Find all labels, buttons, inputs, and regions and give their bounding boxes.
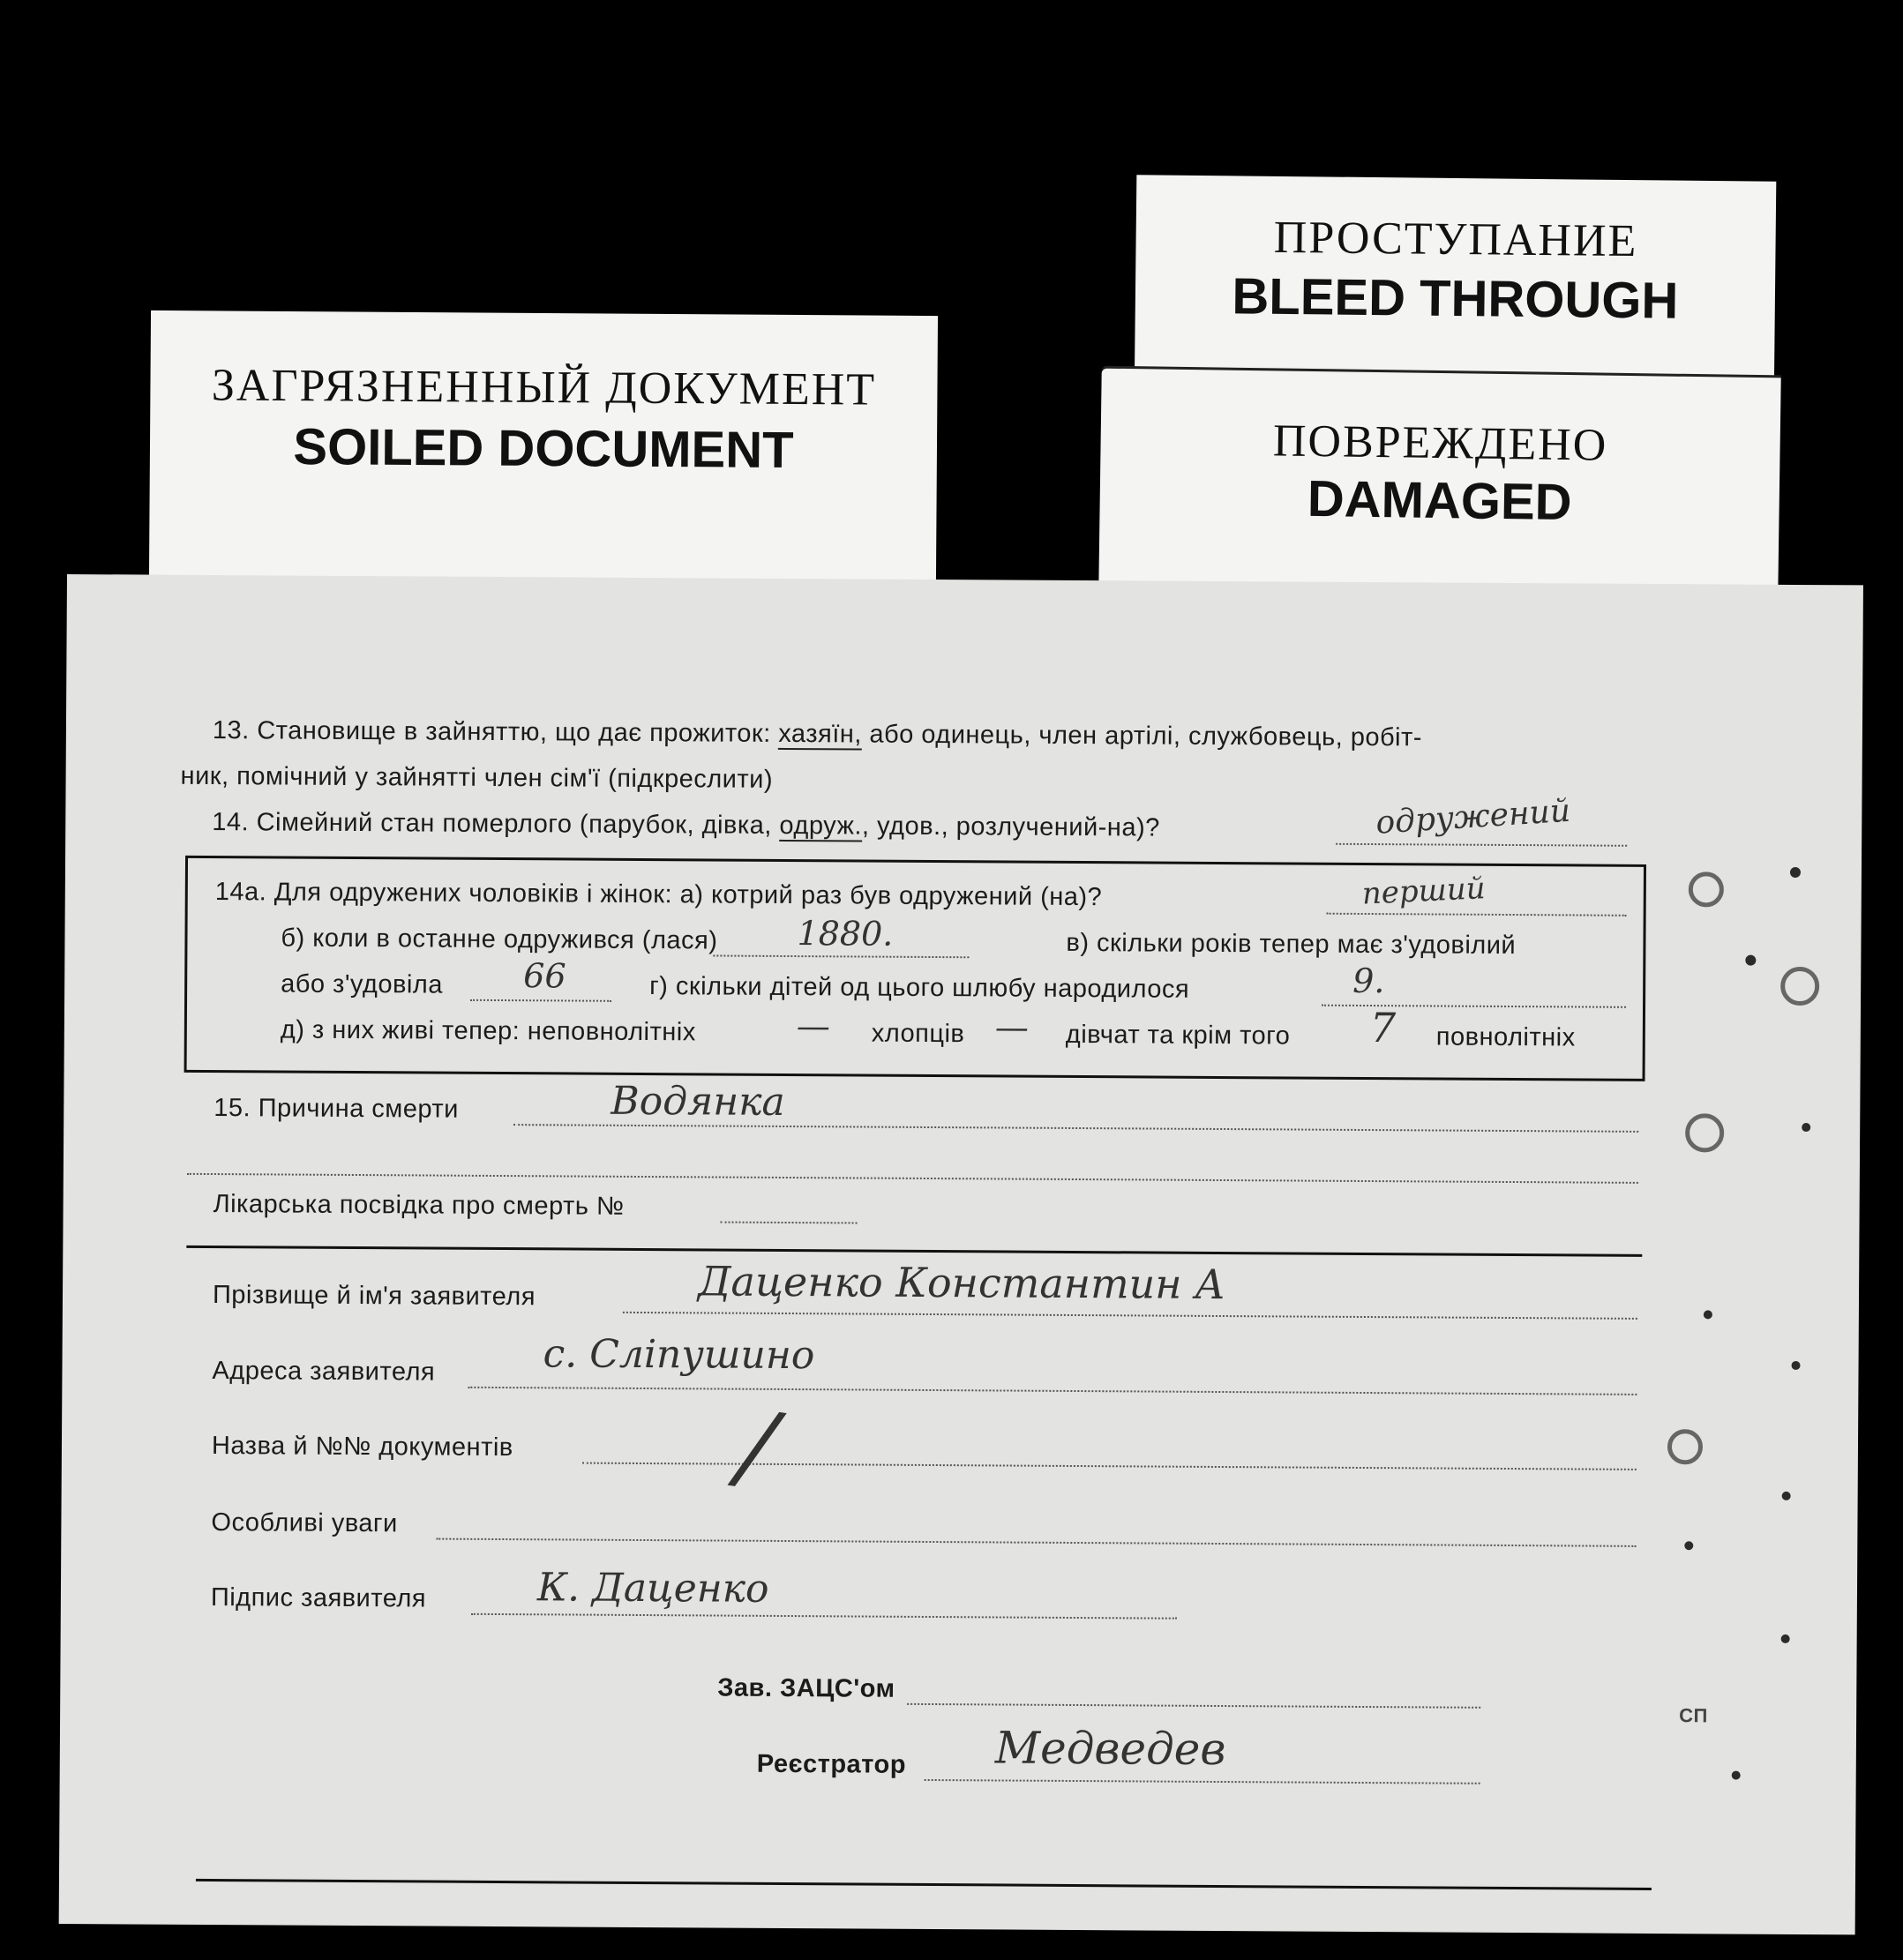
q14-label	[212, 808, 1160, 843]
q14a-line3-b: г) скільки дітей од цього шлюбу народилося	[649, 972, 1190, 1004]
damaged-flag-en: DAMAGED	[1307, 469, 1572, 532]
applicant-signature-label: Підпис заявителя	[210, 1583, 427, 1613]
q14a-line4-a: д) з них живі тепер: неповнолітніх	[280, 1015, 696, 1047]
q15-label: 15. Причина смерти	[214, 1094, 459, 1124]
binding-hole-mark	[1792, 1361, 1801, 1370]
q15-answer-line-2	[187, 1173, 1638, 1184]
binding-hole-mark	[1780, 967, 1819, 1006]
q14-underlined-option: одруж.	[779, 811, 863, 841]
q13-underlined-option: хазяїн,	[778, 719, 862, 749]
binding-hole-mark	[1732, 1771, 1741, 1780]
q14a-line3-a: або з'удовіла	[281, 969, 444, 999]
documents-label: Назва й №№ документів	[211, 1432, 513, 1463]
q13-text-a: 13. Становище в зайняттю, що дає прожиток:	[212, 716, 779, 748]
binding-hole-mark	[1667, 1429, 1703, 1464]
q14a-line1: 14а. Для одружених чоловіків і жінок: а) котрий раз був одружений (на)?	[214, 878, 1103, 912]
binding-hole-mark	[1684, 1541, 1693, 1550]
q15-answer-line	[513, 1124, 1638, 1133]
binding-hole-mark	[1790, 867, 1801, 878]
q14a-b-handwritten: 1880.	[797, 914, 894, 954]
binding-hole-mark	[1704, 1310, 1712, 1319]
soiled-flag-en: SOILED DOCUMENT	[293, 418, 794, 479]
q14a-line4-c: дівчат та крім того	[1065, 1020, 1291, 1051]
head-line	[907, 1703, 1480, 1709]
binding-hole-mark	[1802, 1123, 1810, 1132]
binding-hole-mark	[1745, 955, 1756, 966]
q13-text-b: або одинець, член артілі, службовець, робіт-	[861, 720, 1423, 752]
q15-handwritten-answer: Водянка	[611, 1078, 785, 1125]
q14a-line4-d: повнолітніх	[1435, 1022, 1576, 1052]
q14a-d2-handwritten: —	[994, 1007, 1030, 1047]
soiled-document-flag	[149, 310, 938, 580]
documents-handwritten: /	[732, 1388, 783, 1505]
applicant-signature-line	[471, 1613, 1177, 1620]
q14-text-b: , удов., розлучений-на)?	[861, 812, 1160, 842]
q14-text-a: 14. Сімейний стан померлого (парубок, дівка,	[212, 808, 780, 840]
q14-answer-line	[1336, 843, 1627, 847]
q14a-a-handwritten: перший	[1360, 871, 1487, 912]
q14a-line2-a: б) коли в останне одружився (лася)	[281, 924, 718, 955]
q14a-g-handwritten: 9.	[1352, 961, 1385, 1001]
applicant-signature-handwritten: К. Даценко	[536, 1565, 769, 1612]
q14a-line4-b: хлопців	[871, 1019, 965, 1049]
remarks-label: Особливі уваги	[211, 1508, 398, 1538]
death-record-form	[59, 574, 1863, 1934]
binding-hole-mark	[1689, 872, 1724, 907]
head-label: Зав. ЗАЦС'ом	[717, 1673, 895, 1703]
q14a-v-handwritten: 66	[523, 956, 566, 996]
bottom-rule	[196, 1879, 1652, 1890]
registrar-line	[925, 1779, 1480, 1784]
applicant-name-label: Прізвище й ім'я заявителя	[212, 1281, 536, 1312]
q13-line1	[213, 716, 1422, 752]
bleed-flag-ru: ПРОСТУПАНИЕ	[1273, 212, 1638, 267]
q14a-line2-b: в) скільки років тепер має з'удовілий	[1066, 928, 1517, 961]
applicant-address-handwritten: с. Сліпушино	[543, 1331, 815, 1379]
section-divider	[186, 1246, 1642, 1257]
applicant-name-handwritten: Даценко Константин А	[697, 1257, 1226, 1309]
applicant-address-label: Адреса заявителя	[212, 1357, 436, 1387]
binding-hole-mark	[1782, 1492, 1791, 1500]
damaged-flag-ru: ПОВРЕЖДЕНО	[1272, 415, 1608, 471]
binding-hole-mark	[1781, 1635, 1790, 1643]
damaged-flag	[1098, 369, 1780, 599]
remarks-line	[436, 1538, 1636, 1547]
applicant-address-line	[468, 1387, 1637, 1395]
q14a-d3-handwritten: 7	[1369, 1004, 1397, 1052]
medical-certificate-line	[721, 1222, 858, 1224]
q14a-d1-handwritten: —	[796, 1006, 831, 1046]
soiled-flag-ru: ЗАГРЯЗНЕННЫЙ ДОКУМЕНТ	[211, 360, 877, 415]
q14-handwritten-answer: одружений	[1375, 792, 1572, 842]
margin-stamp: СП	[1679, 1704, 1708, 1727]
bleed-flag-en: BLEED THROUGH	[1232, 267, 1679, 330]
binding-hole-mark	[1685, 1113, 1724, 1152]
q13-line2: ник, помічний у зайнятті член сім'ї (підкреслити)	[180, 761, 774, 794]
registrar-signature-handwritten: Медведев	[994, 1722, 1226, 1776]
registrar-label: Реєстратор	[756, 1749, 907, 1779]
medical-certificate-label: Лікарська посвідка про смерть №	[213, 1190, 625, 1221]
applicant-name-line	[623, 1312, 1637, 1320]
